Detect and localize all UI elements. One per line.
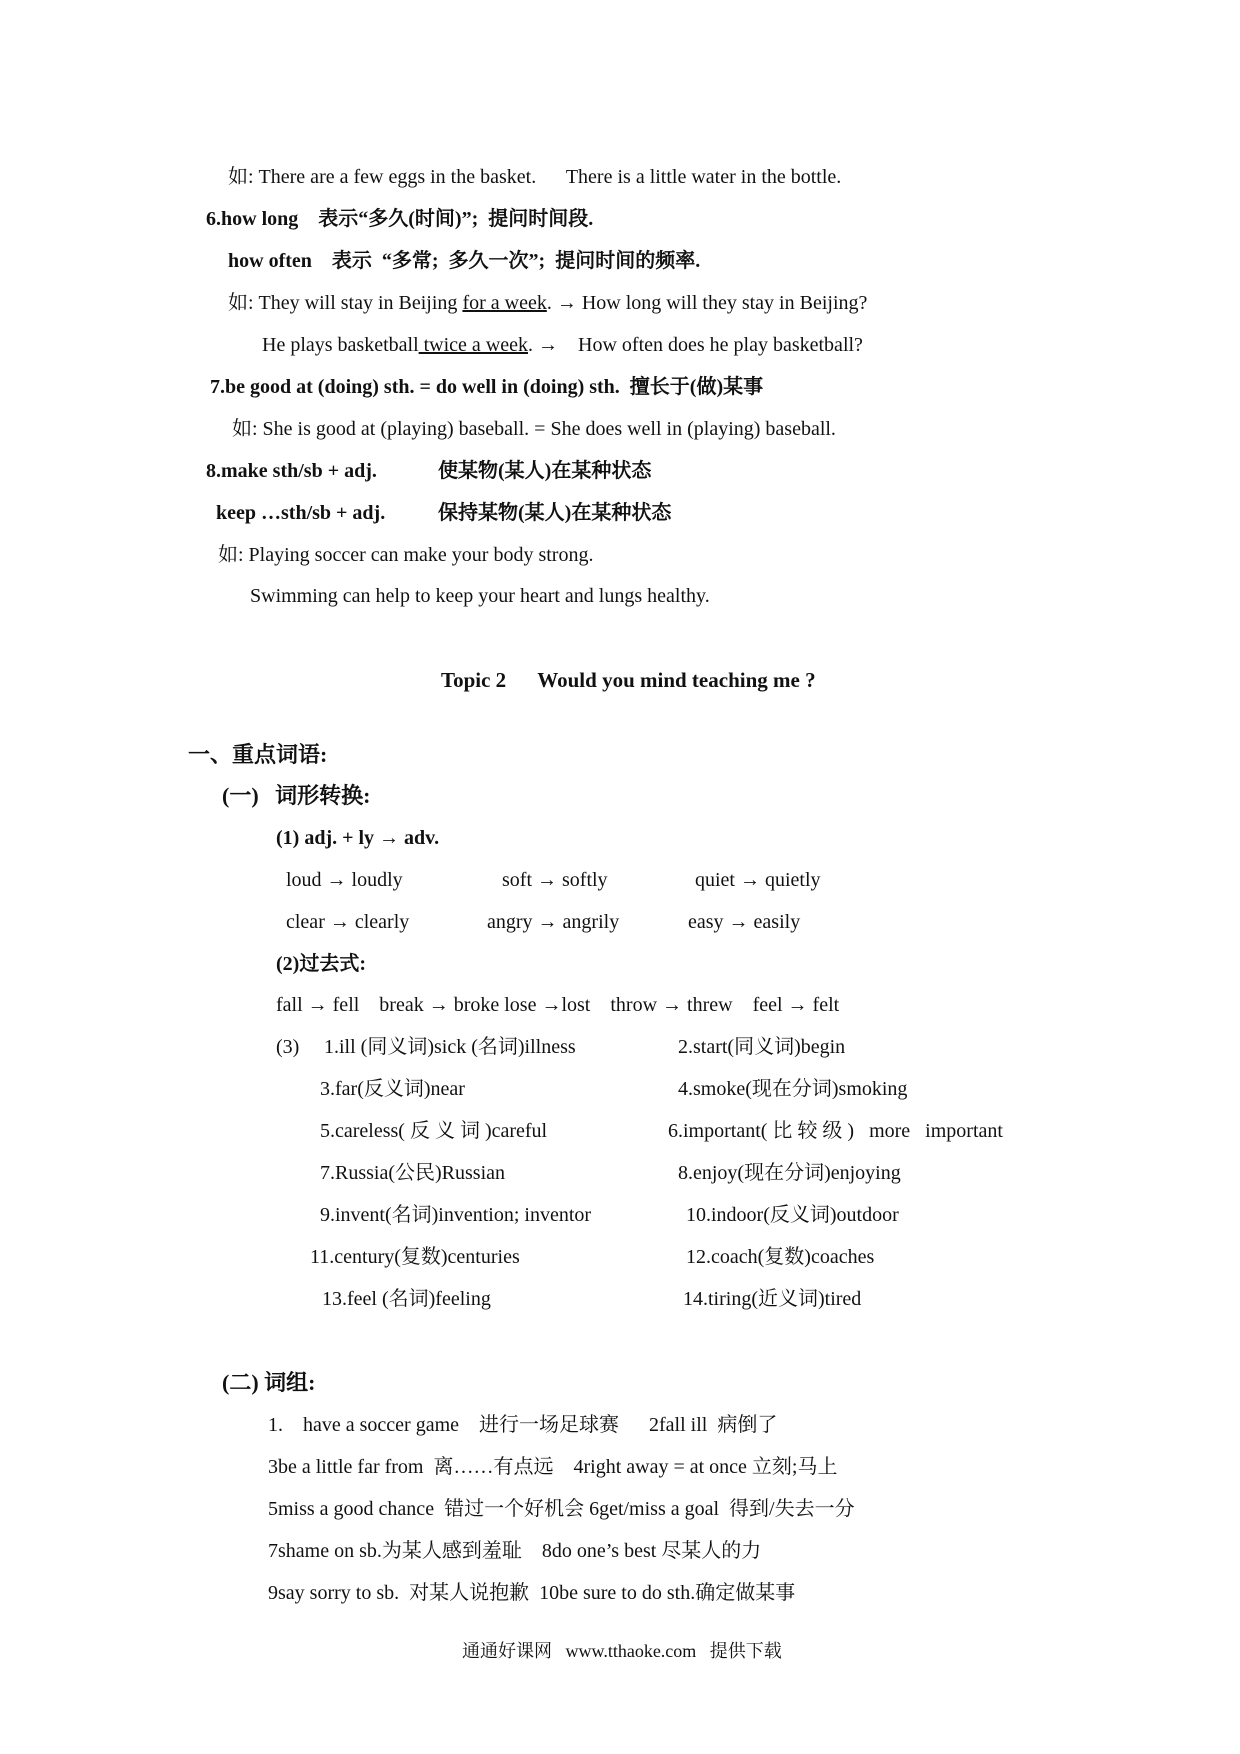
pair-soft: soft → softly: [502, 869, 608, 891]
section-heading: 一、重点词语:: [188, 742, 328, 767]
phrase-line: 9say sorry to sb. 对某人说抱歉 10be sure to do sth.确定做某事: [268, 1582, 796, 1604]
rule-adj-ly: (1) adj. + ly → adv.: [276, 827, 440, 849]
example-how-often-start: He plays basketball: [262, 334, 419, 356]
example-make: 如: Playing soccer can make your body strong.: [218, 544, 594, 566]
pair-clear: clear → clearly: [286, 911, 410, 933]
point-8-keep-meaning: 保持某物(某人)在某种状态: [438, 502, 672, 524]
form-item: 14.tiring(近义词)tired: [683, 1288, 862, 1310]
underlined-twice-a-week: twice a week: [418, 334, 529, 356]
example-how-long-end: . → How long will they stay in Beijing?: [546, 292, 868, 314]
form-item: 4.smoke(现在分词)smoking: [678, 1078, 908, 1100]
phrase-line: 1. have a soccer game 进行一场足球赛 2fall ill 病倒了: [268, 1414, 778, 1436]
example-how-long-start: 如: They will stay in Beijing: [228, 292, 463, 314]
example-how-long: [228, 290, 867, 316]
point-6-how-often: how often 表示 “多常; 多久一次”; 提问时间的频率.: [228, 250, 701, 272]
example-how-often-end: . → How often does he play basketball?: [528, 334, 863, 356]
phrase-line: 3be a little far from 离……有点远 4right away = at once 立刻;马上: [268, 1456, 838, 1478]
form-item: 3.far(反义词)near: [320, 1078, 465, 1100]
form-item: 2.start(同义词)begin: [678, 1036, 846, 1058]
pair-quiet: quiet → quietly: [695, 869, 821, 891]
example-how-often: [262, 332, 863, 358]
rule-past-tense: (2)过去式:: [276, 953, 366, 975]
form-item: 12.coach(复数)coaches: [686, 1246, 875, 1268]
form-item: 11.century(复数)centuries: [310, 1246, 520, 1268]
phrase-line: 7shame on sb.为某人感到羞耻 8do one’s best 尽某人的力: [268, 1540, 762, 1562]
page-footer: 通通好课网 www.tthaoke.com 提供下载: [462, 1641, 782, 1661]
point-8-keep: keep …sth/sb + adj.: [216, 502, 386, 524]
subsection-word-forms: (一) 词形转换:: [222, 783, 371, 808]
point-7-be-good-at: 7.be good at (doing) sth. = do well in (doing) sth. 擅长于(做)某事: [210, 376, 764, 398]
form-item: 1.ill (同义词)sick (名词)illness: [324, 1036, 576, 1058]
past-tense-list: fall → fell break → broke lose →lost throw → threw feel → felt: [276, 994, 840, 1016]
form-item: 5.careless( 反 义 词 )careful: [320, 1120, 548, 1142]
example-few-little: 如: There are a few eggs in the basket. There is a little water in the bottle.: [228, 166, 842, 188]
rule-3-label: (3): [276, 1036, 300, 1058]
pair-angry: angry → angrily: [487, 911, 620, 933]
form-item: 8.enjoy(现在分词)enjoying: [678, 1162, 901, 1184]
pair-easy: easy → easily: [688, 911, 801, 933]
topic-title: Topic 2 Would you mind teaching me ?: [441, 668, 816, 692]
form-item: 6.important( 比 较 级 ) more important: [668, 1120, 1003, 1142]
subsection-phrases: (二) 词组:: [222, 1370, 316, 1395]
phrase-line: 5miss a good chance 错过一个好机会 6get/miss a goal 得到/失去一分: [268, 1498, 855, 1520]
form-item: 13.feel (名词)feeling: [322, 1288, 491, 1310]
underlined-for-a-week: for a week: [462, 292, 547, 314]
point-8-make-meaning: 使某物(某人)在某种状态: [438, 460, 652, 482]
form-item: 7.Russia(公民)Russian: [320, 1162, 505, 1184]
example-keep: Swimming can help to keep your heart and lungs healthy.: [250, 585, 710, 607]
point-6-how-long: 6.how long 表示“多久(时间)”; 提问时间段.: [206, 208, 594, 230]
pair-loud: loud → loudly: [286, 869, 403, 891]
point-8-make: 8.make sth/sb + adj.: [206, 460, 377, 482]
form-item: 9.invent(名词)invention; inventor: [320, 1204, 592, 1226]
example-good-at: 如: She is good at (playing) baseball. = She does well in (playing) baseball.: [232, 418, 836, 440]
form-item: 10.indoor(反义词)outdoor: [686, 1204, 899, 1226]
